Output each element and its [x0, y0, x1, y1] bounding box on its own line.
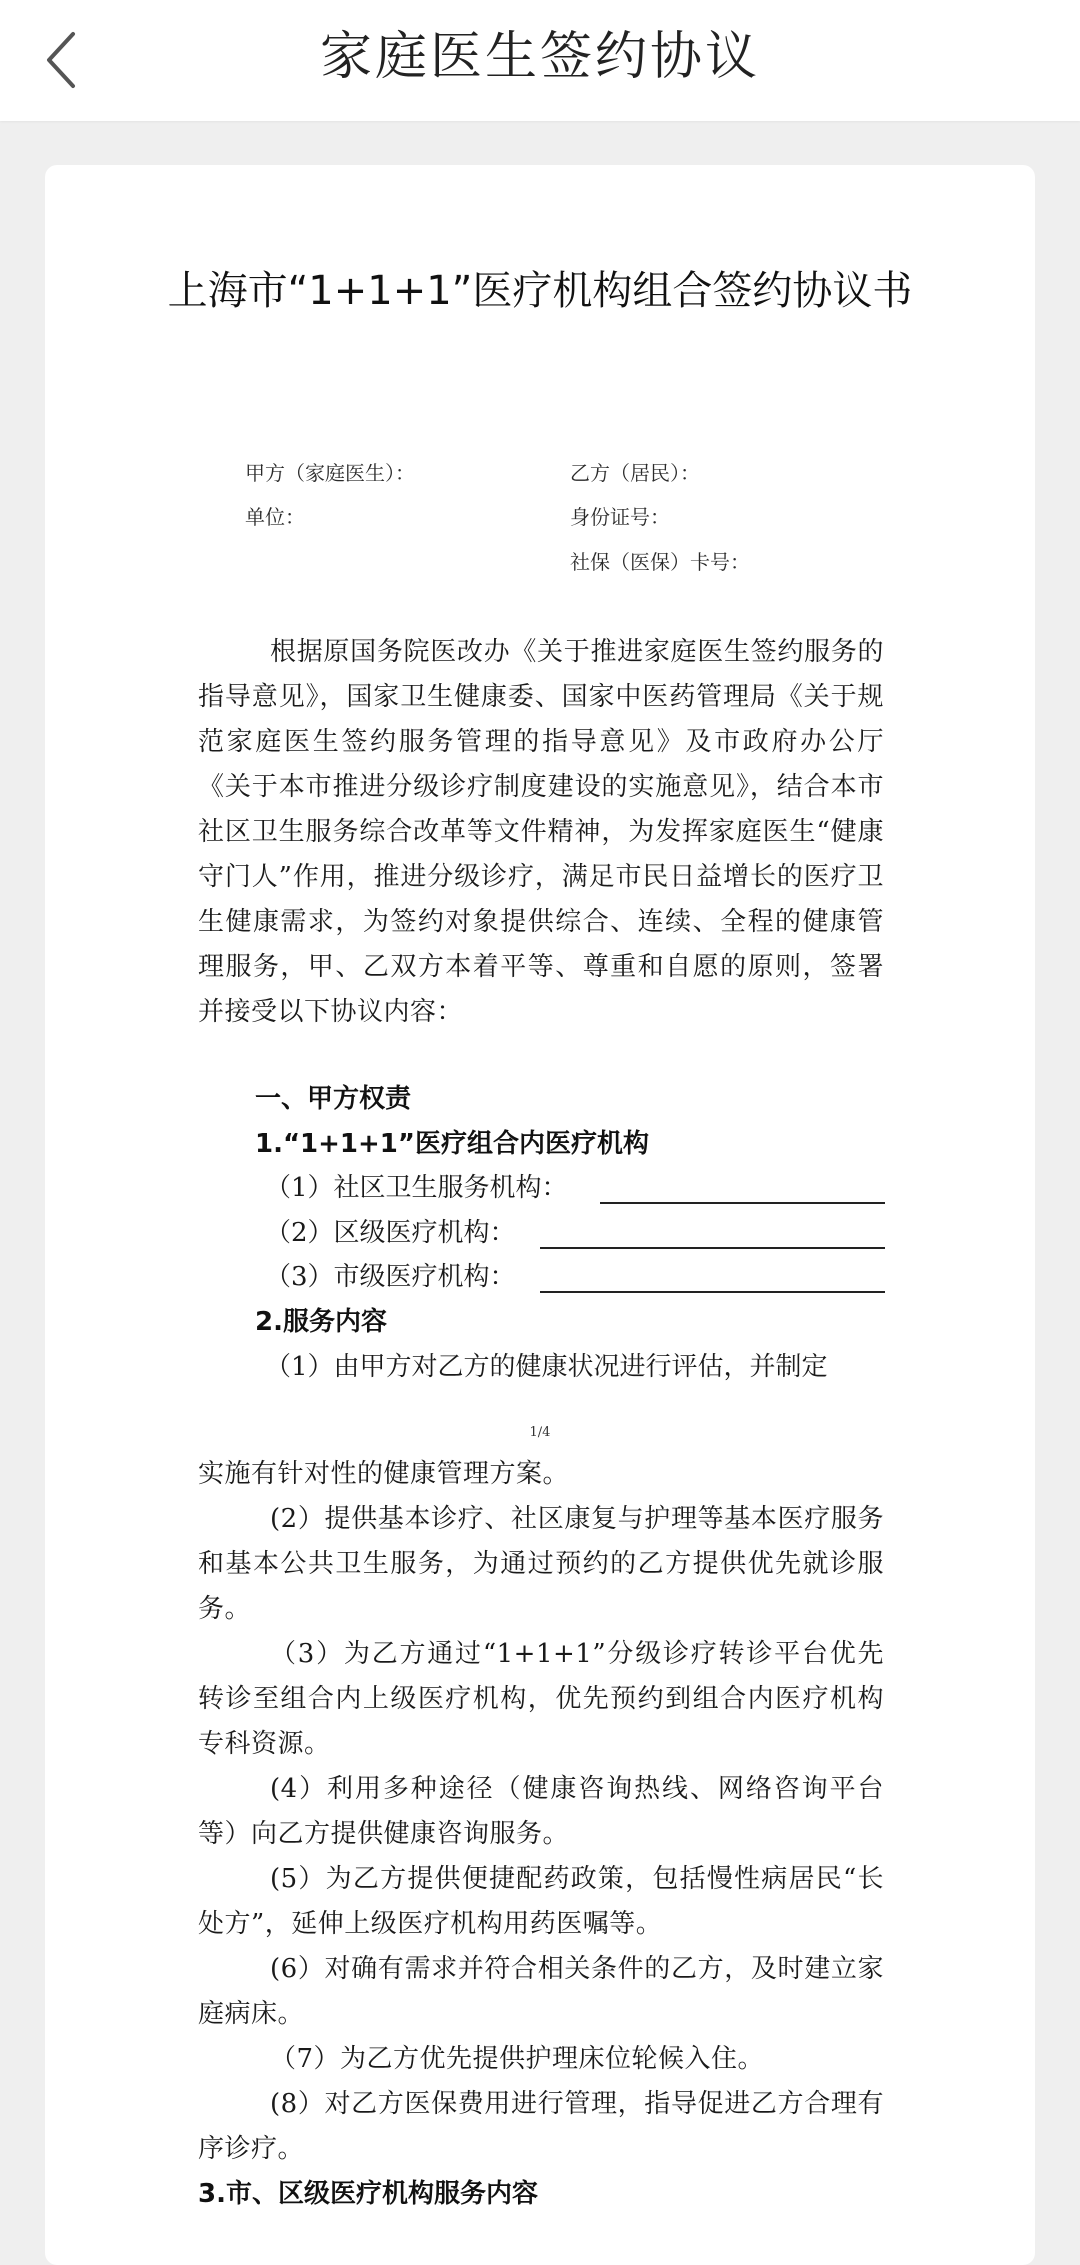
- city-institution-blank: [540, 1291, 885, 1293]
- party-a-label: 甲方（家庭医生）：: [245, 461, 415, 485]
- item-6: (6）对确有需求并符合相关条件的乙方，及时建立家庭病床。: [198, 1954, 884, 2029]
- section-heading-party-a: 一、甲方权责: [255, 1084, 412, 1114]
- community-institution-blank: [600, 1202, 885, 1204]
- party-b-label: 乙方（居民）：: [570, 461, 700, 485]
- item-2: (2）提供基本诊疗、社区康复与护理等基本医疗服务和基本公共卫生服务，为通过预约的乙方提供优先就诊服务。: [198, 1504, 884, 1624]
- document-title: 上海市“1+1+1”医疗机构组合签约协议书: [167, 268, 913, 314]
- intro-paragraph: 根据原国务院医改办《关于推进家庭医生签约服务的指导意见》，国家卫生健康委、国家中医药管理局《关于规范家庭医生签约服务管理的指导意见》及市政府办公厅《关于本市推进分级诊疗制度建设的实施意见》，结合本市社区卫生服务综合改革等文件精神，为发挥家庭医生“健康守门人”作用，推进分级诊疗，满足市民日益增长的医疗卫生健康需求，为签约对象提供综合、连续、全程的健康管理服务，甲、乙双方本着平等、尊重和自愿的原则，签署并接受以下协议内容：: [198, 637, 884, 1027]
- subheading-service-content: 2.服务内容: [255, 1307, 387, 1337]
- page-number: 1/4: [529, 1425, 551, 1440]
- item-1-continued: 实施有针对性的健康管理方案。: [198, 1459, 570, 1489]
- item-3: （3）为乙方通过“1+1+1”分级诊疗转诊平台优先转诊至组合内上级医疗机构，优先预约到组合内医疗机构专科资源。: [198, 1639, 884, 1759]
- item-5: (5）为乙方提供便捷配药政策，包括慢性病居民“长处方”，延伸上级医疗机构用药医嘱等。: [198, 1864, 884, 1939]
- city-institution-label: （3）市级医疗机构：: [265, 1262, 516, 1292]
- item-4: (4）利用多种途径（健康咨询热线、网络咨询平台等）向乙方提供健康咨询服务。: [198, 1774, 884, 1849]
- district-institution-blank: [540, 1247, 885, 1249]
- id-number-label: 身份证号：: [570, 505, 670, 529]
- subheading-institutions: 1.“1+1+1”医疗组合内医疗机构: [255, 1129, 649, 1159]
- subheading-city-district-services: 3.市、区级医疗机构服务内容: [198, 2179, 538, 2209]
- item-1-start: （1）由甲方对乙方的健康状况进行评估，并制定: [265, 1352, 828, 1382]
- app-header: [0, 0, 1080, 121]
- insurance-card-label: 社保（医保）卡号：: [570, 550, 750, 574]
- page-title: 家庭医生签约协议: [319, 27, 760, 87]
- district-institution-label: （2）区级医疗机构：: [265, 1218, 516, 1248]
- item-7: （7）为乙方优先提供护理床位轮候入住。: [270, 2044, 765, 2074]
- community-institution-label: （1）社区卫生服务机构：: [265, 1173, 568, 1203]
- unit-label: 单位：: [245, 505, 305, 529]
- item-8: (8）对乙方医保费用进行管理，指导促进乙方合理有序诊疗。: [198, 2089, 884, 2164]
